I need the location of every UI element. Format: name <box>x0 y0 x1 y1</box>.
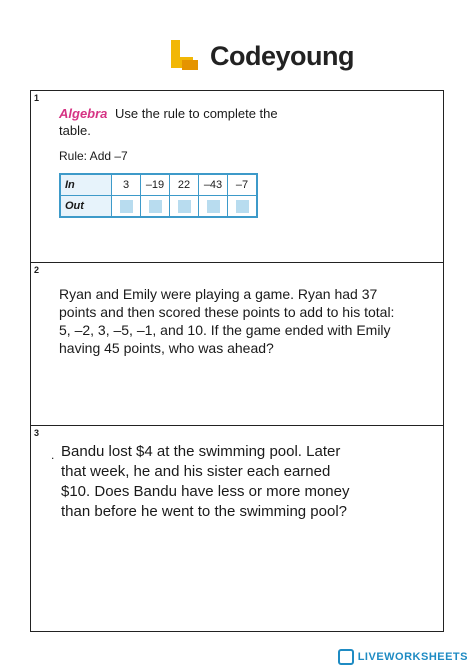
answer-box[interactable] <box>120 200 133 213</box>
bullet-mark: . <box>51 448 55 462</box>
footer-text: LIVEWORKSHEETS <box>357 651 468 663</box>
table-row-in <box>60 174 257 196</box>
answer-box[interactable] <box>236 200 249 213</box>
in-value: 3 <box>112 174 141 196</box>
question-number: 3 <box>34 428 40 438</box>
worksheet-table <box>30 90 444 632</box>
question-text: Ryan and Emily were playing a game. Ryan had 37 points and then scored these points to add to his total: 5, –2, 3, –5, –1, and 10. If the game ended with Emily having 45 points, who was ahead? <box>59 286 395 356</box>
in-value: –19 <box>141 174 170 196</box>
table-row-out <box>60 196 257 218</box>
liveworksheets-icon <box>338 649 354 665</box>
answer-box[interactable] <box>207 200 220 213</box>
rule-text: Rule: Add –7 <box>59 149 128 163</box>
question-number: 2 <box>34 265 40 275</box>
in-label: In <box>60 174 112 196</box>
question-number: 1 <box>34 93 40 103</box>
in-value: 22 <box>170 174 199 196</box>
brand-name: Codeyoung <box>210 40 354 71</box>
question-3-cell <box>31 426 443 631</box>
question-1-cell <box>31 91 443 263</box>
in-out-table <box>59 173 258 218</box>
section-title: Algebra <box>59 106 108 121</box>
brand-logo <box>168 40 354 72</box>
answer-box[interactable] <box>178 200 191 213</box>
question-prompt: Use the rule to complete the table. <box>59 106 278 138</box>
liveworksheets-badge[interactable] <box>338 649 468 665</box>
question-text: Bandu lost $4 at the swimming pool. Later that week, he and his sister each earned $10. Does Bandu have less or more money than before he went to the swimming pool? <box>61 443 350 520</box>
answer-box[interactable] <box>149 200 162 213</box>
in-value: –43 <box>199 174 228 196</box>
codeyoung-logo-icon <box>168 40 202 72</box>
question-2-cell <box>31 263 443 426</box>
in-value: –7 <box>228 174 258 196</box>
out-label: Out <box>60 196 112 218</box>
